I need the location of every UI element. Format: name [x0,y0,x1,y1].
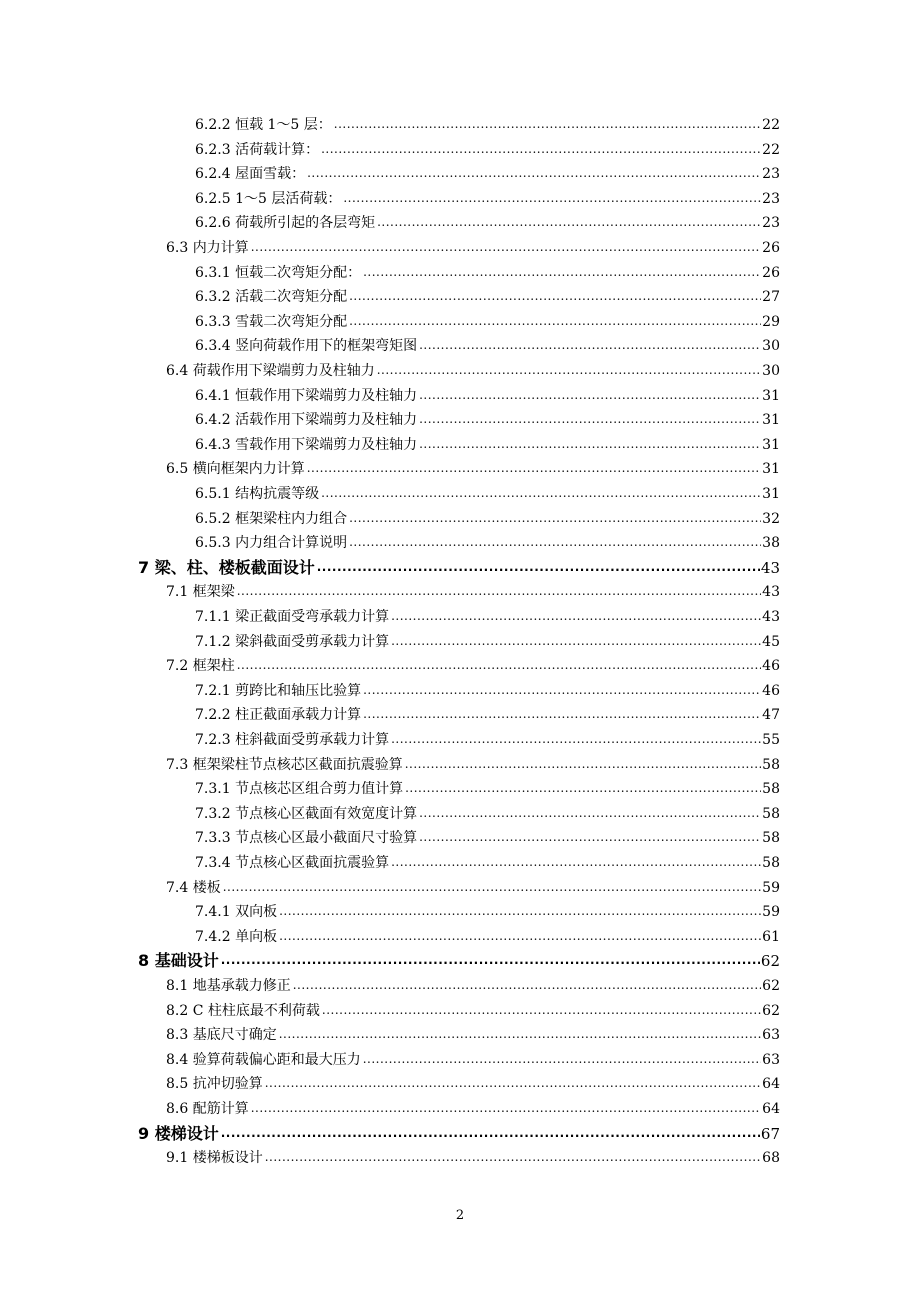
toc-entry-page: 63 [762,1027,780,1044]
toc-entry[interactable] [166,1145,780,1167]
toc-entry-page: 29 [762,313,780,330]
toc-entry-title: 6.5 横向框架内力计算 [166,461,305,478]
toc-entry-title: 8.4 验算荷载偏心距和最大压力 [166,1051,361,1068]
toc-entry-title: 7.2 框架柱 [166,658,235,675]
toc-dot-leader [293,978,761,995]
toc-dot-leader [405,757,761,774]
toc-entry-title: 8.5 抗冲切验算 [166,1076,263,1093]
toc-dot-leader [349,289,761,306]
toc-dot-leader [349,314,761,331]
toc-entry[interactable] [195,850,780,872]
toc-entry-page: 62 [762,1002,780,1019]
toc-dot-leader [317,560,760,577]
toc-entry-title: 6.4.1 恒载作用下梁端剪力及柱轴力 [195,387,418,404]
toc-entry-page: 62 [762,978,780,994]
toc-entry-page: 58 [762,756,780,773]
toc-dot-leader [419,412,761,429]
toc-entry-title: 6.2.6 荷载所引起的各层弯矩 [195,215,376,232]
toc-dot-leader [251,240,761,257]
toc-dot-leader [223,880,761,897]
toc-dot-leader [279,1027,761,1044]
toc-entry[interactable] [195,702,780,724]
toc-entry[interactable] [195,801,780,823]
toc-entry-page: 30 [762,338,780,355]
toc-entry-title: 7.3.3 节点核心区最小截面尺寸验算 [195,830,418,847]
toc-entry-title: 7.2.3 柱斜截面受剪承载力计算 [195,732,390,748]
toc-entry[interactable] [166,973,780,995]
toc-entry-title: 6.5.1 结构抗震等级 [195,486,320,502]
toc-entry-page: 43 [762,609,780,625]
toc-entry[interactable] [166,752,780,774]
toc-dot-leader [419,830,761,847]
toc-dot-leader [307,461,761,478]
toc-entry[interactable] [195,284,780,306]
toc-entry-page: 55 [762,732,780,748]
toc-dot-leader [265,1076,761,1093]
toc-entry-page: 31 [762,387,780,404]
toc-entry-page: 23 [762,166,780,183]
toc-entry[interactable] [166,1071,780,1093]
toc-entry-title: 7.1.2 梁斜截面受剪承载力计算 [195,633,390,650]
toc-entry-page: 59 [762,904,780,921]
toc-entry[interactable] [195,333,780,355]
toc-entry-page: 64 [762,1076,780,1093]
toc-entry-title: 6.3.4 竖向荷载作用下的框架弯矩图 [195,338,418,355]
toc-entry-page: 26 [762,264,780,281]
toc-entry-title: 6.3.2 活载二次弯矩分配 [195,289,348,306]
toc-dot-leader [363,707,761,724]
toc-entry-title: 8 基础设计 [138,951,219,971]
toc-entry-page: 31 [762,436,780,453]
toc-entry-title: 8.1 地基承载力修正 [166,978,291,994]
page-number: 2 [455,1208,465,1223]
toc-dot-leader [307,166,761,183]
toc-entry-page: 58 [762,855,780,871]
toc-entry-title: 8.3 基底尺寸确定 [166,1027,277,1044]
toc-entry-page: 61 [762,928,780,945]
toc-entry-title: 6.2.4 屋面雪载： [195,166,306,183]
toc-entry-page: 64 [762,1101,780,1117]
toc-entry[interactable] [166,235,780,257]
toc-entry[interactable] [195,186,780,208]
toc-entry[interactable] [195,210,780,232]
toc-dot-leader [221,953,760,970]
toc-entry-title: 8.2 C 柱柱底最不利荷载 [166,1002,320,1019]
toc-entry-page: 30 [762,363,780,379]
toc-entry[interactable] [166,579,780,601]
toc-dot-leader [349,511,761,528]
toc-dot-leader [377,215,761,232]
toc-entry-page: 45 [762,633,780,650]
toc-entry[interactable] [138,1121,780,1143]
toc-entry-title: 6.5.2 框架梁柱内力组合 [195,510,348,527]
toc-entry-title: 7.2.1 剪跨比和轴压比验算 [195,682,362,699]
toc-entry[interactable] [195,924,780,946]
toc-entry[interactable] [195,309,780,331]
toc-dot-leader [419,437,761,454]
toc-entry[interactable] [166,456,780,478]
toc-entry[interactable] [166,653,780,675]
toc-entry-title: 6.2.3 活荷载计算： [195,141,320,158]
toc-dot-leader [391,609,761,626]
toc-entry-page: 68 [762,1150,780,1167]
toc-entry-page: 23 [762,190,780,207]
toc-entry-page: 59 [762,879,780,896]
toc-entry-title: 6.4.3 雪载作用下梁端剪力及柱轴力 [195,436,418,453]
toc-entry-title: 7.2.2 柱正截面承载力计算 [195,707,362,724]
toc-entry-page: 67 [760,1124,780,1143]
toc-entry-title: 7 梁、柱、楼板截面设计 [138,557,315,577]
toc-entry[interactable] [195,506,780,528]
toc-entry-title: 7.3 框架梁柱节点核芯区截面抗震验算 [166,756,403,773]
toc-entry-page: 46 [762,682,780,699]
toc-entry-page: 46 [762,658,780,675]
toc-entry-page: 31 [762,461,780,478]
toc-dot-leader [321,142,761,159]
toc-entry-page: 22 [762,141,780,158]
toc-entry-title: 7.3.4 节点核心区截面抗震验算 [195,855,390,871]
toc-entry[interactable] [195,678,780,700]
toc-dot-leader [377,363,761,380]
toc-entry[interactable] [138,555,780,577]
toc-dot-leader [237,584,761,601]
toc-dot-leader [405,781,761,798]
toc-entry[interactable] [166,875,780,897]
toc-entry[interactable] [166,1022,780,1044]
toc-entry-title: 7.4.1 双向板 [195,904,278,921]
toc-entry[interactable] [195,604,780,626]
toc-entry-page: 31 [762,412,780,429]
toc-dot-leader [221,1126,760,1143]
toc-entry-title: 6.4 荷载作用下梁端剪力及柱轴力 [166,363,375,379]
toc-entry-page: 58 [762,830,780,847]
toc-dot-leader [363,683,761,700]
toc-entry-page: 32 [762,510,780,527]
toc-entry[interactable] [195,407,780,429]
toc-dot-leader [391,732,761,749]
toc-dot-leader [279,904,761,921]
toc-entry[interactable] [195,137,780,159]
toc-entry-page: 62 [760,952,780,971]
toc-entry-title: 7.3.1 节点核芯区组合剪力值计算 [195,781,404,798]
toc-entry[interactable] [195,260,780,282]
toc-entry[interactable] [166,1096,780,1118]
toc-dot-leader [363,265,761,282]
toc-entry-title: 6.2.5 1～5 层活荷载： [195,190,342,207]
toc-entry[interactable] [195,629,780,651]
toc-dot-leader [322,1003,761,1020]
toc-dot-leader [334,117,761,134]
toc-entry-title: 9.1 楼梯板设计 [166,1150,263,1167]
toc-entry-page: 43 [760,558,780,577]
toc-entry-title: 8.6 配筋计算 [166,1101,249,1117]
toc-dot-leader [251,1101,761,1118]
toc-entry-page: 43 [762,584,780,601]
toc-entry[interactable] [195,161,780,183]
toc-entry-title: 7.4.2 单向板 [195,928,278,945]
toc-dot-leader [321,486,761,503]
toc-dot-leader [391,855,761,872]
toc-entry-title: 6.3.3 雪载二次弯矩分配 [195,313,348,330]
toc-dot-leader [419,388,761,405]
toc-entry[interactable] [195,727,780,749]
toc-dot-leader [419,806,761,823]
toc-entry-page: 38 [762,535,780,552]
toc-dot-leader [363,1052,761,1069]
toc-entry[interactable] [166,1047,780,1069]
toc-dot-leader [419,338,761,355]
toc-entry-page: 63 [762,1051,780,1068]
toc-entry-title: 6.4.2 活载作用下梁端剪力及柱轴力 [195,412,418,429]
toc-dot-leader [391,634,761,651]
toc-dot-leader [343,191,761,208]
toc-entry[interactable] [195,383,780,405]
toc-entry[interactable] [195,776,780,798]
toc-entry-title: 7.1 框架梁 [166,584,235,601]
toc-entry-title: 9 楼梯设计 [138,1123,219,1143]
toc-entry-title: 7.3.2 节点核心区截面有效宽度计算 [195,805,418,822]
toc-entry-title: 7.4 楼板 [166,879,221,896]
toc-entry-page: 58 [762,781,780,798]
toc-entry-title: 6.2.2 恒载 1～5 层： [195,117,332,133]
toc-dot-leader [237,658,761,675]
toc-entry-page: 31 [762,486,780,502]
toc-entry-title: 6.3 内力计算 [166,240,249,256]
toc-entry[interactable] [195,481,780,503]
toc-entry[interactable] [195,432,780,454]
toc-entry-page: 26 [762,240,780,256]
toc-dot-leader [279,929,761,946]
toc-entry-page: 58 [762,805,780,822]
toc-entry-title: 7.1.1 梁正截面受弯承载力计算 [195,609,390,625]
toc-entry-title: 6.3.1 恒载二次弯矩分配： [195,264,362,281]
toc-entry[interactable] [166,358,780,380]
toc-dot-leader [349,535,761,552]
toc-entry[interactable] [195,825,780,847]
toc-entry[interactable] [195,899,780,921]
toc-entry-page: 22 [762,117,780,133]
toc-entry[interactable] [138,948,780,970]
toc-dot-leader [265,1150,761,1167]
toc-entry-title: 6.5.3 内力组合计算说明 [195,535,348,552]
toc-entry-page: 23 [762,215,780,232]
toc-entry[interactable] [195,530,780,552]
toc-entry-page: 47 [762,707,780,724]
toc-entry[interactable] [195,112,780,134]
toc-entry-page: 27 [762,289,780,306]
toc-entry[interactable] [166,998,780,1020]
